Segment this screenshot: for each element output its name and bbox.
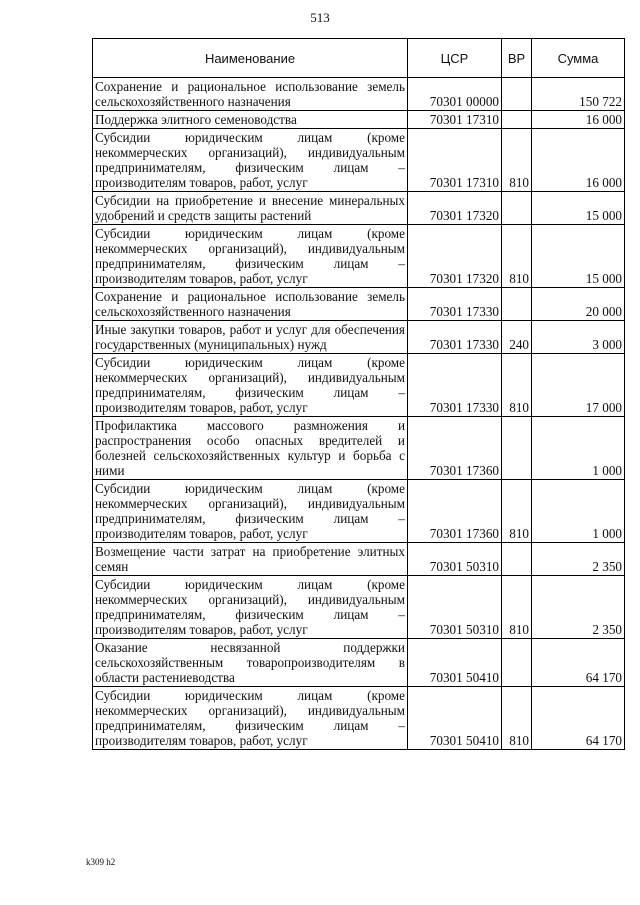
- cell-vr: [502, 78, 532, 111]
- table-row: [93, 111, 625, 129]
- cell-name: Поддержка элитного семеноводства: [93, 111, 408, 129]
- cell-name: Иные закупки товаров, работ и услуг для обеспечения государственных (муниципальных) нужд: [93, 321, 408, 354]
- table-row: [93, 354, 625, 417]
- cell-csr: 70301 17320: [408, 225, 502, 288]
- cell-csr: 70301 17330: [408, 321, 502, 354]
- cell-sum: 2 350: [532, 576, 625, 639]
- cell-csr: 70301 50410: [408, 687, 502, 750]
- table-row: [93, 417, 625, 480]
- cell-vr: [502, 639, 532, 687]
- cell-csr: 70301 50310: [408, 576, 502, 639]
- table-row: [93, 192, 625, 225]
- cell-sum: 64 170: [532, 639, 625, 687]
- cell-name: Сохранение и рациональное использование земель сельскохозяйственного назначения: [93, 288, 408, 321]
- cell-name: Профилактика массового размножения и распространения особо опасных вредителей и болезней сельскохозяйственных культур и борьба с ними: [93, 417, 408, 480]
- table-row: [93, 288, 625, 321]
- cell-sum: 17 000: [532, 354, 625, 417]
- page-number: 513: [310, 10, 330, 25]
- cell-vr: [502, 288, 532, 321]
- cell-sum: 20 000: [532, 288, 625, 321]
- cell-vr: 810: [502, 225, 532, 288]
- table-row: [93, 639, 625, 687]
- cell-vr: 810: [502, 354, 532, 417]
- table-body: [93, 78, 625, 750]
- table-row: [93, 480, 625, 543]
- table-row: [93, 321, 625, 354]
- table-row: [93, 576, 625, 639]
- cell-csr: 70301 50310: [408, 543, 502, 576]
- cell-csr: 70301 17360: [408, 480, 502, 543]
- header-sum: Сумма: [532, 39, 625, 78]
- table-row: [93, 78, 625, 111]
- cell-csr: 70301 17310: [408, 129, 502, 192]
- cell-name: Сохранение и рациональное использование земель сельскохозяйственного назначения: [93, 78, 408, 111]
- header-csr: ЦСР: [408, 39, 502, 78]
- table-row: [93, 129, 625, 192]
- cell-vr: 810: [502, 129, 532, 192]
- cell-vr: 240: [502, 321, 532, 354]
- cell-sum: 3 000: [532, 321, 625, 354]
- table-row: [93, 543, 625, 576]
- cell-name: Субсидии юридическим лицам (кроме некоммерческих организаций), индивидуальным предпринимателям, физическим лицам – производителям товаров, работ, услуг: [93, 129, 408, 192]
- cell-vr: [502, 111, 532, 129]
- cell-name: Субсидии юридическим лицам (кроме некоммерческих организаций), индивидуальным предпринимателям, физическим лицам – производителям товаров, работ, услуг: [93, 354, 408, 417]
- cell-csr: 70301 17360: [408, 417, 502, 480]
- cell-sum: 1 000: [532, 417, 625, 480]
- document-code: k309 h2: [86, 857, 116, 867]
- cell-name: Субсидии юридическим лицам (кроме некоммерческих организаций), индивидуальным предпринимателям, физическим лицам – производителям товаров, работ, услуг: [93, 225, 408, 288]
- cell-vr: 810: [502, 480, 532, 543]
- table-row: [93, 687, 625, 750]
- cell-csr: 70301 17320: [408, 192, 502, 225]
- cell-vr: 810: [502, 576, 532, 639]
- cell-sum: 16 000: [532, 129, 625, 192]
- cell-sum: 15 000: [532, 192, 625, 225]
- cell-name: Субсидии на приобретение и внесение минеральных удобрений и средств защиты растений: [93, 192, 408, 225]
- cell-name: Субсидии юридическим лицам (кроме некоммерческих организаций), индивидуальным предпринимателям, физическим лицам – производителям товаров, работ, услуг: [93, 576, 408, 639]
- cell-sum: 16 000: [532, 111, 625, 129]
- budget-table: [92, 38, 625, 750]
- table-row: [93, 225, 625, 288]
- cell-sum: 2 350: [532, 543, 625, 576]
- header-name: Наименование: [93, 39, 408, 78]
- cell-name: Возмещение части затрат на приобретение элитных семян: [93, 543, 408, 576]
- cell-sum: 1 000: [532, 480, 625, 543]
- table-header-row: [93, 39, 625, 78]
- header-vr: ВР: [502, 39, 532, 78]
- cell-sum: 150 722: [532, 78, 625, 111]
- cell-csr: 70301 17310: [408, 111, 502, 129]
- cell-vr: [502, 192, 532, 225]
- cell-csr: 70301 17330: [408, 288, 502, 321]
- cell-csr: 70301 50410: [408, 639, 502, 687]
- cell-name: Субсидии юридическим лицам (кроме некоммерческих организаций), индивидуальным предпринимателям, физическим лицам – производителям товаров, работ, услуг: [93, 480, 408, 543]
- cell-csr: 70301 00000: [408, 78, 502, 111]
- cell-sum: 15 000: [532, 225, 625, 288]
- cell-sum: 64 170: [532, 687, 625, 750]
- cell-csr: 70301 17330: [408, 354, 502, 417]
- cell-name: Оказание несвязанной поддержки сельскохозяйственным товаропроизводителям в области растениеводства: [93, 639, 408, 687]
- cell-vr: [502, 417, 532, 480]
- cell-name: Субсидии юридическим лицам (кроме некоммерческих организаций), индивидуальным предпринимателям, физическим лицам – производителям товаров, работ, услуг: [93, 687, 408, 750]
- cell-vr: 810: [502, 687, 532, 750]
- cell-vr: [502, 543, 532, 576]
